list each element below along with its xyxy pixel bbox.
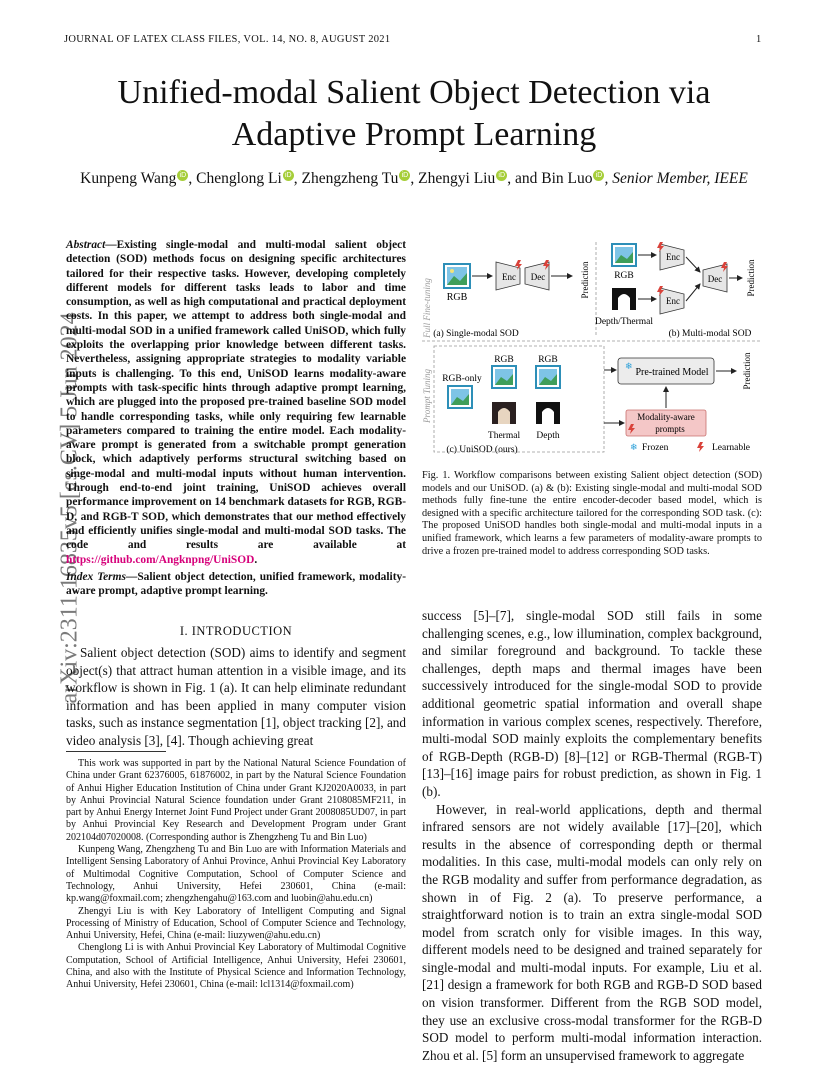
figure-caption <box>422 470 762 558</box>
orcid-icon[interactable]: iD <box>399 170 410 181</box>
dec-label: Dec <box>530 272 546 282</box>
author-title: , Senior Member, IEEE <box>604 170 748 188</box>
caption-label: Fig. 1. <box>422 470 451 481</box>
panel-c-side-label: Prompt Tuning <box>422 369 432 423</box>
rgb-label: RGB <box>538 355 558 365</box>
depth-thermal-image-icon <box>612 288 636 310</box>
frozen-legend-label: Frozen <box>642 443 669 453</box>
page-number: 1 <box>756 34 762 45</box>
rgb-only-label: RGB-only <box>442 374 482 384</box>
frozen-legend-icon: ❄ <box>630 442 638 452</box>
depth-label: Depth <box>536 431 560 441</box>
learnable-legend-label: Learnable <box>712 443 750 453</box>
author-name: , Zhengzheng Tu <box>293 170 399 188</box>
panel-a-side-label: Full Fine-tuning <box>422 278 432 338</box>
footnote-affiliation: Zhengyi Liu is with Key Laboratory of Intelligent Computing and Signal Processing of Ministry of Education, School of Computer Science and Technology, Anhui University, Hefei, China (e-mail: liuzywen@ahu.edu.cn) <box>66 905 406 942</box>
rgb-image-icon <box>536 366 560 388</box>
index-terms-label: Index Terms <box>66 571 126 583</box>
orcid-icon[interactable]: iD <box>283 170 294 181</box>
footnote-rule <box>66 751 166 752</box>
orcid-icon[interactable]: iD <box>593 170 604 181</box>
frozen-icon: ❄ <box>625 361 633 371</box>
enc-label: Enc <box>666 296 680 306</box>
running-header: JOURNAL OF LATEX CLASS FILES, VOL. 14, NO. 8, AUGUST 2021 <box>64 34 391 45</box>
footnote-funding: This work was supported in part by the National Natural Science Foundation of China under Grant 62376005, 61876002, in part by the Natural Science Foundation of Anhui Higher Education Institution of China under Grant KJ2020A0033, in part by Anhui Provincial Natural Science foundation under Grant 2108085MF211, in part by Anhui Energy Internet Joint Fund Project under Grant 2008085UD07, in part by Anhui Provincial Key Research and Development Program under Grant 202104d07020008. (Corresponding author is Zhengzheng Tu and Bin Luo) <box>66 758 406 843</box>
rgb-label: RGB <box>614 271 634 281</box>
intro-paragraph: success [5]–[7], single-modal SOD still fails in some challenging scenes, e.g., low illumination, complex background, and similar foreground and background. To tackle these challenges, depth maps and thermal images have been successively introduced for the single-modal SOD to provide additional geometric spatial information and overall shape information in various complex scenes, respectively. Therefore, multi-modal SOD mainly exploits the complementary benefits of RGB-Depth (RGB-D) [8]–[12] or RGB-Thermal (RGB-T) [13]–[16] image pairs for robust prediction, as shown in Fig. 1 (b). <box>422 608 762 799</box>
intro-continued <box>422 607 762 1064</box>
arxiv-stamp: arXiv:2311.16835v5 [cs.CV] 5 Jun 2024 <box>56 312 83 704</box>
orcid-icon[interactable]: iD <box>496 170 507 181</box>
enc-label: Enc <box>502 272 516 282</box>
caption-c: (c) UniSOD (ours) <box>446 445 518 455</box>
prediction-label: Prediction <box>742 352 752 390</box>
section-heading: I. INTRODUCTION <box>179 624 293 638</box>
orcid-icon[interactable]: iD <box>177 170 188 181</box>
footnote-affiliation: Chenglong Li is with Anhui Provincial Key Laboratory of Multimodal Cognitive Computation, School of Artificial Intelligence, Anhui University, Hefei 230601, China, and also with the Institute of Physical Science and Information Technology, Anhui University, Hefei 230601, China (e-mail: lcl1314@foxmail.com) <box>66 942 406 991</box>
pretrained-label: Pre-trained Model <box>635 367 709 378</box>
intro-paragraph: However, in real-world applications, depth and thermal infrared sensors are not widely available [17]–[20], which results in the absence of corresponding depth or thermal modalities. In this case, multi-modal models can only rely on the RGB modality and suffer from performance degradation, as shown in of Fig. 2 (a). To preserve performance, a straightforward notion is to train an extra single-modal SOD model from scratch only for visible images. In this way, different models need to be designed and trained separately for single-modal and multi-modal inputs. For example, Liu et al. [21] design a framework for both RGB and RGB-D SOD based on vision transformer. Different from the RGB SOD model, they use an exclusive cross-modal transformer for the RGB-D SOD model to perform multi-modal information interaction. Zhou et al. [5] form an unsupervised framework to aggregate <box>422 801 762 1063</box>
index-terms-text: —Salient object detection, unified framework, modality-aware prompt, adaptive prompt learning. <box>66 571 406 598</box>
abstract-end: . <box>254 553 258 566</box>
author-name: Kunpeng Wang <box>80 170 177 188</box>
rgb-image-icon <box>612 244 636 266</box>
rgb-image-icon <box>492 366 516 388</box>
intro-paragraph: Salient object detection (SOD) aims to identify and segment object(s) that attract human attention in a visible image, and its workflow is shown in Fig. 1 (a). It can help eliminate redundant information and has been applied in many computer vision tasks, such as instance segmentation [1], object tracking [2], and video analysis [3], [4]. Though achieving great <box>66 645 406 748</box>
prompts-label-2: prompts <box>655 424 685 434</box>
code-link[interactable]: https://github.com/Angknpng/UniSOD <box>66 553 255 566</box>
caption-a: (a) Single-modal SOD <box>433 329 519 339</box>
depth-image-icon <box>536 402 560 424</box>
author-list <box>60 170 768 188</box>
rgb-label: RGB <box>494 355 514 365</box>
rgb-label: RGB <box>446 292 468 303</box>
prediction-label: Prediction <box>746 259 756 297</box>
paper-title: Unified-modal Salient Object Detection via Adaptive Prompt Learning <box>117 74 711 153</box>
enc-label: Enc <box>666 252 680 262</box>
author-name: , Chenglong Li <box>188 170 282 188</box>
figure-1 <box>420 238 765 463</box>
dec-label: Dec <box>707 274 723 284</box>
learnable-legend-icon <box>697 442 704 452</box>
prompts-label-1: Modality-aware <box>637 412 695 422</box>
abstract-label: Abstract <box>66 239 106 251</box>
caption-text: Workflow comparisons between existing Salient object detection (SOD) models and our UniSOD. (a) & (b): Existing single-modal and multi-modal SOD methods fully fine-tune the entire encoder-decoder based model, which is designed with a specific architecture tailored for the corresponding SOD task. (c): The proposed UniSOD handles both single-modal and multi-modal inputs in a unified framework, which learns a few parameters of modality-aware prompts to drive a frozen pre-trained model to address corresponding SOD tasks. <box>422 470 763 557</box>
caption-b: (b) Multi-modal SOD <box>668 329 752 339</box>
author-name: , Zhengyi Liu <box>410 170 496 188</box>
abstract-text: —Existing single-modal and multi-modal salient object detection (SOD) methods focus on designing specific architectures tailored for their respective tasks. However, developing completely different models for different tasks leads to labor and time consumption, as well as high computational and practical deployment costs. In this paper, we attempt to address both single-modal and multi-modal SOD in a unified framework called UniSOD, which fully exploits the overlapping prior knowledge between different tasks. Nevertheless, assigning appropriate strategies to modality variable inputs is challenging. To this end, UniSOD learns modality-aware prompts with task-specific hints through adaptive prompt learning, which are plugged into the proposed pre-trained baseline SOD model to handle corresponding tasks, while only requiring few learnable parameters compared to training the entire model. Each modality-aware prompt is generated from a switchable prompt generation block, which adaptively performs structural switching based on singe-modal and multi-modal inputs without human intervention. Through end-to-end joint training, UniSOD achieves overall performance improvement on 14 benchmark datasets for RGB, RGB-D, and RGB-T SOD, which demonstrates that our method effectively and efficiently unifies single-modal and multi-modal SOD tasks. The code and results are available at <box>66 239 406 552</box>
depth-thermal-label: Depth/Thermal <box>594 317 654 327</box>
author-name: , and Bin Luo <box>507 170 593 188</box>
abstract <box>66 238 406 567</box>
prediction-label: Prediction <box>580 261 590 299</box>
rgb-image-icon <box>444 264 470 288</box>
footnote-affiliation: Kunpeng Wang, Zhengzheng Tu and Bin Luo are with Information Materials and Intelligent Sensing Laboratory of Anhui Province, Anhui Provincial Key Laboratory of Multimodal Cognitive Computation, School of Computer Science and Technology, Anhui University, Hefei 230601, China (e-mail: kp.wang@foxmail.com; zhengzhengahu@163.com and luobin@ahu.edu.cn) <box>66 844 406 905</box>
footnotes <box>66 758 406 992</box>
thermal-label: Thermal <box>487 431 521 441</box>
index-terms <box>66 570 406 599</box>
rgb-image-icon <box>448 386 472 408</box>
thermal-image-icon <box>492 402 516 424</box>
